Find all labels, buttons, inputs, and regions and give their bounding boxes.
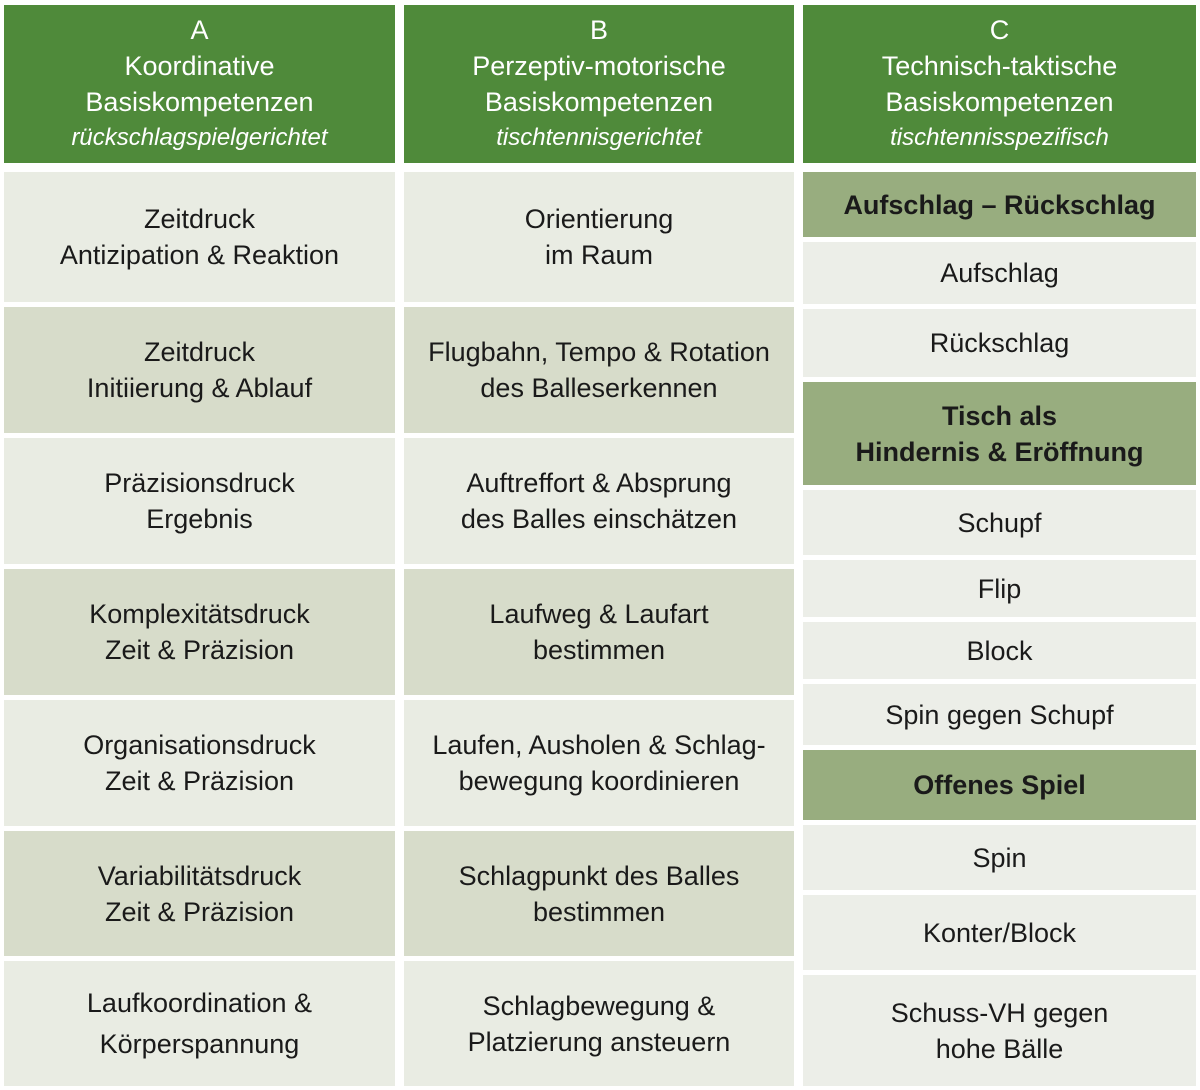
table-cell: Laufen, Ausholen & Schlag- bewegung koordinieren bbox=[404, 700, 794, 826]
table-cell: Spin bbox=[803, 825, 1196, 890]
table-cell: Laufkoordination & Körperspannung bbox=[4, 961, 395, 1086]
table-cell: Organisationsdruck Zeit & Präzision bbox=[4, 700, 395, 826]
column-subtitle: tischtennisspezifisch bbox=[890, 124, 1109, 151]
column-subtitle: rückschlagspielgerichtet bbox=[71, 124, 328, 151]
table-cell: Flugbahn, Tempo & Rotation des Balleserkennen bbox=[404, 307, 794, 433]
table-cell: Block bbox=[803, 622, 1196, 679]
column-title: Perzeptiv-motorische bbox=[472, 51, 726, 81]
table-cell: Aufschlag bbox=[803, 242, 1196, 304]
column-a-header bbox=[4, 5, 395, 163]
section-heading: Aufschlag – Rückschlag bbox=[803, 172, 1196, 237]
table-cell: Spin gegen Schupf bbox=[803, 684, 1196, 745]
table-cell: Schuss-VH gegen hohe Bälle bbox=[803, 975, 1196, 1086]
section-heading: Offenes Spiel bbox=[803, 750, 1196, 820]
table-cell: Orientierung im Raum bbox=[404, 172, 794, 302]
table-cell: Komplexitätsdruck Zeit & Präzision bbox=[4, 569, 395, 695]
column-c-header bbox=[803, 5, 1196, 163]
column-letter: A bbox=[190, 15, 209, 45]
column-title: Basiskompetenzen bbox=[85, 87, 314, 117]
column-subtitle: tischtennisgerichtet bbox=[496, 124, 702, 151]
table-cell: Laufweg & Laufart bestimmen bbox=[404, 569, 794, 695]
table-cell: Flip bbox=[803, 560, 1196, 617]
column-title: Koordinative bbox=[124, 51, 275, 81]
column-title: Basiskompetenzen bbox=[885, 87, 1114, 117]
section-heading: Tisch als Hindernis & Eröffnung bbox=[803, 382, 1196, 485]
column-title: Basiskompetenzen bbox=[484, 87, 714, 117]
table-cell: Schlagbewegung & Platzierung ansteuern bbox=[404, 961, 794, 1086]
table-cell: Konter/Block bbox=[803, 895, 1196, 970]
column-letter: C bbox=[989, 15, 1010, 45]
column-b-header bbox=[404, 5, 794, 163]
table-cell: Variabilitätsdruck Zeit & Präzision bbox=[4, 831, 395, 956]
table-cell: Auftreffort & Absprung des Balles einschätzen bbox=[404, 438, 794, 564]
table-cell: Zeitdruck Antizipation & Reaktion bbox=[4, 172, 395, 302]
column-title: Technisch-taktische bbox=[881, 51, 1118, 81]
table-cell: Rückschlag bbox=[803, 309, 1196, 377]
table-cell: Präzisionsdruck Ergebnis bbox=[4, 438, 395, 564]
table-cell: Schupf bbox=[803, 490, 1196, 555]
column-letter: B bbox=[589, 15, 608, 45]
table-cell: Schlagpunkt des Balles bestimmen bbox=[404, 831, 794, 956]
table-cell: Zeitdruck Initiierung & Ablauf bbox=[4, 307, 395, 433]
